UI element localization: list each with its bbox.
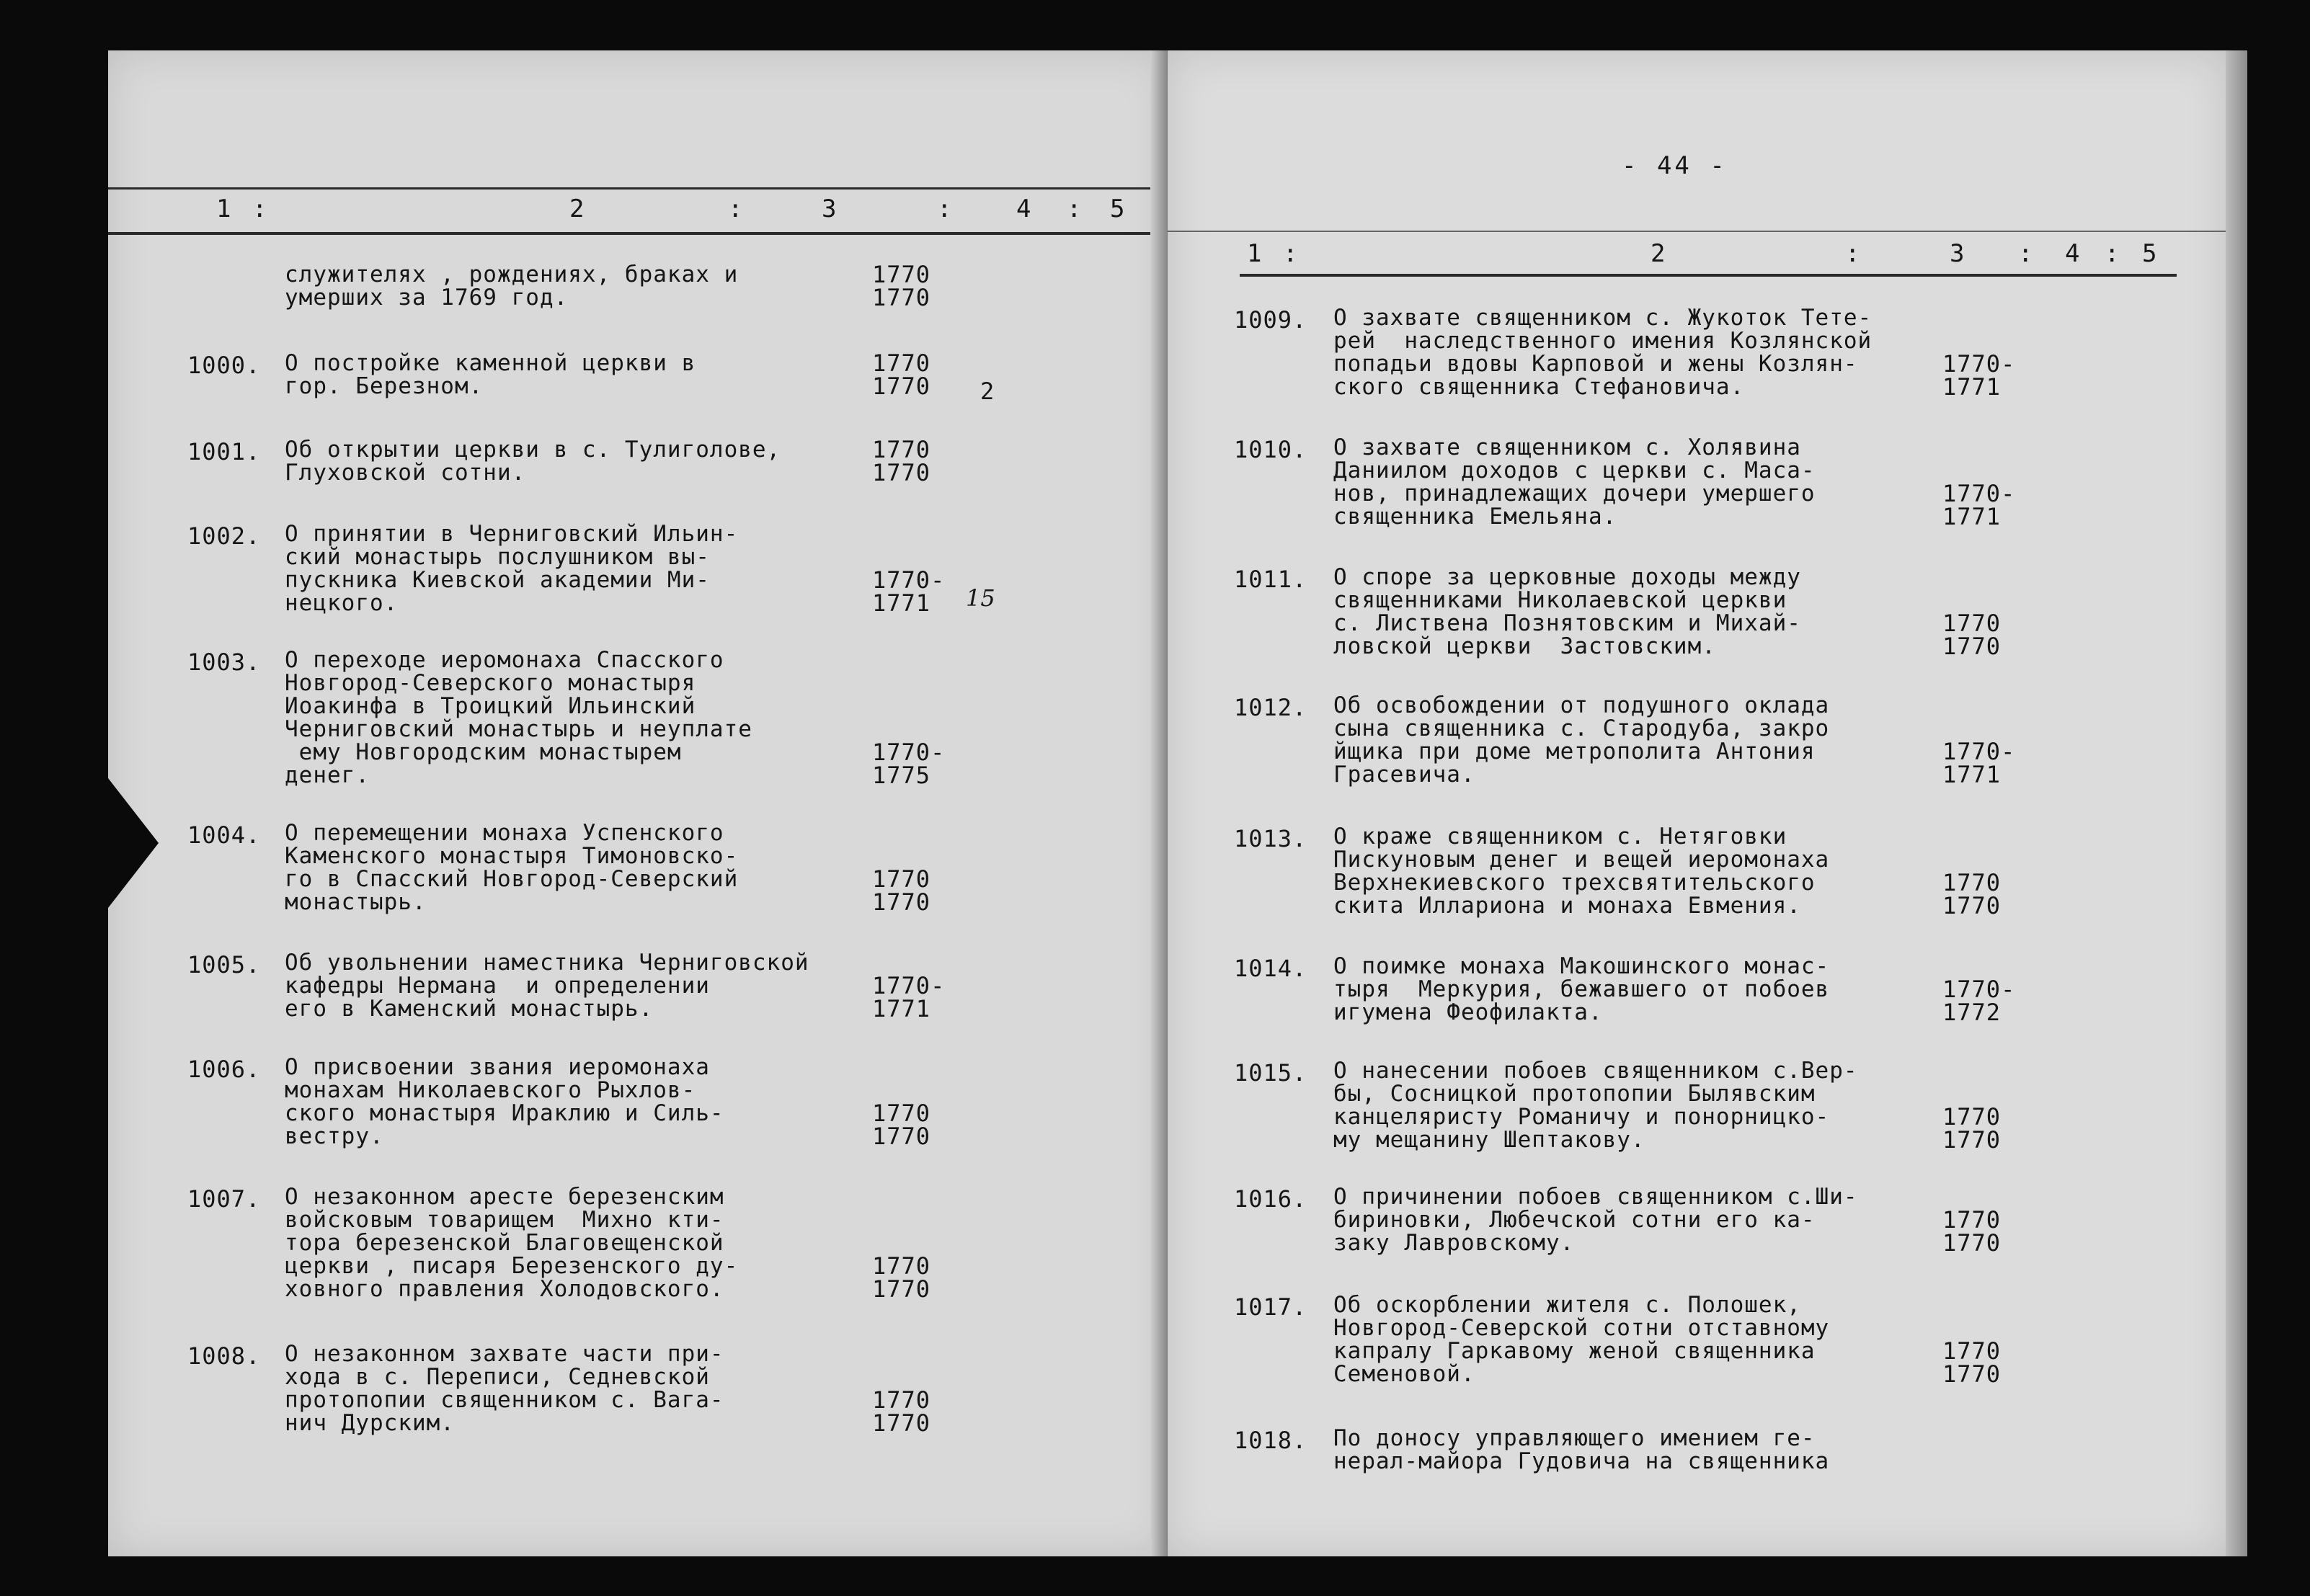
page-number: - 44 -: [1622, 151, 1728, 180]
entry-number: 1009.: [1234, 306, 1307, 334]
entry-years: 1770- 1771: [872, 972, 946, 1022]
entry-years: 1770 1770: [872, 865, 931, 916]
col-4: 4: [1016, 195, 1033, 223]
entry-description: О перемещении монаха Успенского Каменского монастыря Тимоновско- го в Спасский Новгород-Северский монастырь.: [285, 820, 739, 915]
entry-number: 1014.: [1234, 955, 1307, 982]
entry-number: 1005.: [187, 951, 261, 978]
col-3: 3: [1950, 239, 1966, 268]
col-1: 1: [1247, 239, 1263, 268]
page-edge: [2226, 50, 2247, 1556]
right-page: [1168, 50, 2227, 1556]
entry-description: Об открытии церкви в с. Тулиголове, Глуховской сотни.: [285, 437, 781, 486]
entry-years: 1770- 1771: [872, 566, 946, 617]
entry-number: 1006.: [187, 1056, 261, 1083]
col-sep: :: [1067, 195, 1083, 223]
entry-description: О незаконном захвате части при- хода в с. Переписи, Седневской протопопии священником с. Вага- нич Дурским.: [285, 1341, 724, 1436]
col-sep: :: [252, 195, 269, 223]
page-notch: [108, 778, 159, 908]
entry-number: 1012.: [1234, 694, 1307, 721]
entry-years: 1770 1770: [872, 1386, 931, 1437]
entry-number: 1002.: [187, 522, 261, 550]
col-1: 1: [216, 195, 233, 223]
entry-description: Об увольнении наместника Черниговской кафедры Нермана и определении его в Каменский монастырь.: [285, 950, 809, 1022]
entry-years: 1770 1770: [872, 1252, 931, 1303]
col-sep: :: [2105, 239, 2121, 268]
entry-years: 1770 1770: [1942, 1103, 2002, 1154]
entry-number: 1010.: [1234, 436, 1307, 463]
entry-description: О нанесении побоев священником с.Вер- бы, Сосницкой протопопии Былявским канцеляристу Романичу и понорницко- му мещанину Шептакову.: [1333, 1058, 1858, 1153]
entry-years: 1770 1770: [872, 436, 931, 486]
entry-description: О принятии в Черниговский Ильин- ский монастырь послушником вы- пускника Киевской академии Ми- нецкого.: [285, 521, 739, 616]
entry-years: 1770- 1771: [1942, 480, 2016, 530]
entry-description: О споре за церковные доходы между священниками Николаевской церкви с. Листвена Познятовским и Михай- ловской церкви Застовским.: [1333, 564, 1801, 659]
entry-description: По доносу управляющего имением ге- нерал-майора Гудовича на священника: [1333, 1425, 1830, 1474]
entry-number: 1013.: [1234, 825, 1307, 852]
col-sep: :: [728, 195, 745, 223]
entry-years: 1770 1770: [1942, 1337, 2002, 1388]
entry-years: 1770 1770: [872, 1100, 931, 1150]
col-3: 3: [822, 195, 838, 223]
entry-description: О поимке монаха Макошинского монас- тыря Меркурия, бежавшего от побоев игумена Феофилакта.: [1333, 953, 1830, 1025]
entry-description: О переходе иеромонаха Спасского Новгород-Северского монастыря Иоакинфа в Троицкий Ильинский Черниговский монастырь и неуплате ему Новгородским монастырем денег.: [285, 647, 752, 788]
entry-years: 1770- 1775: [872, 739, 946, 789]
entry-description: О незаконном аресте березенским войсковым товарищем Михно кти- тора березенской Благовещенской церкви , писаря Березенского ду- ховного правления Холодовского.: [285, 1184, 739, 1302]
entry-description: О захвате священником с. Холявина Даниилом доходов с церкви с. Маса- нов, принадлежащих дочери умершего священника Емельяна.: [1333, 434, 1816, 530]
col-sep: :: [2018, 239, 2035, 268]
entry-description: О захвате священником с. Жукоток Тете- рей наследственного имения Козлянской попадьи вдовы Карповой и жены Козлян- ского священника Стефановича.: [1333, 305, 1873, 400]
entry-description: служителях , рождениях, браках и умерших за 1769 год.: [285, 262, 739, 311]
col-5: 5: [1110, 195, 1127, 223]
entry-number: 1016.: [1234, 1185, 1307, 1213]
entry-description: Об освобождении от подушного оклада сына священника с. Стародуба, закро йщика при доме метрополита Антония Грасевича.: [1333, 692, 1830, 788]
col-sep: :: [1283, 239, 1300, 268]
header-bottom-rule: [1240, 274, 2177, 277]
header-top-rule: [1168, 231, 2227, 232]
entry-description: Об оскорблении жителя с. Полошек, Новгород-Северской сотни отставному капралу Гаркавому женой священника Семеновой.: [1333, 1292, 1830, 1387]
entry-number: 1003.: [187, 648, 261, 676]
entry-description: О присвоении звания иеромонаха монахам Николаевского Рыхлов- ского монастыря Ираклию и Силь- вестру.: [285, 1054, 724, 1149]
entry-number: 1001.: [187, 438, 261, 465]
entry-years: 1770- 1772: [1942, 976, 2016, 1026]
header-bottom-rule: [108, 232, 1168, 235]
entry-number: 1000.: [187, 352, 261, 379]
col-sep: :: [937, 195, 954, 223]
col-2: 2: [569, 195, 586, 223]
col-5: 5: [2142, 239, 2159, 268]
entry-number: 1015.: [1234, 1059, 1307, 1087]
entry-years: 1770- 1771: [1942, 350, 2016, 401]
col-4: 4: [2065, 239, 2082, 268]
entry-years: 1770 1770: [872, 349, 931, 400]
left-header-row: [108, 195, 1168, 238]
entry-years: 1770 1770: [1942, 610, 2002, 660]
header-top-rule: [108, 187, 1168, 190]
entry-years: 1770- 1771: [1942, 738, 2016, 788]
entry-number: 1017.: [1234, 1293, 1307, 1321]
left-page: [108, 50, 1168, 1556]
entry-number: 1004.: [187, 821, 261, 849]
entry-years: 1770 1770: [1942, 869, 2002, 919]
entry-number: 1018.: [1234, 1427, 1307, 1454]
entry-number: 1008.: [187, 1342, 261, 1370]
entry-years: 1770 1770: [1942, 1206, 2002, 1257]
entry-pages: 2: [980, 378, 995, 405]
entry-number: 1011.: [1234, 566, 1307, 593]
entry-pages: 15: [966, 584, 995, 612]
entry-description: О причинении побоев священником с.Ши- бириновки, Любечской сотни его ка- заку Лавровскому.: [1333, 1184, 1858, 1256]
entry-description: О краже священником с. Нетяговки Пискуновым денег и вещей иеромонаха Верхнекиевского трехсвятительского скита Иллариона и монаха Евмения.: [1333, 824, 1830, 919]
col-2: 2: [1651, 239, 1667, 268]
entry-description: О постройке каменной церкви в гор. Березном.: [285, 350, 696, 399]
entry-years: 1770 1770: [872, 261, 931, 311]
entry-number: 1007.: [187, 1185, 261, 1213]
col-sep: :: [1845, 239, 1862, 268]
